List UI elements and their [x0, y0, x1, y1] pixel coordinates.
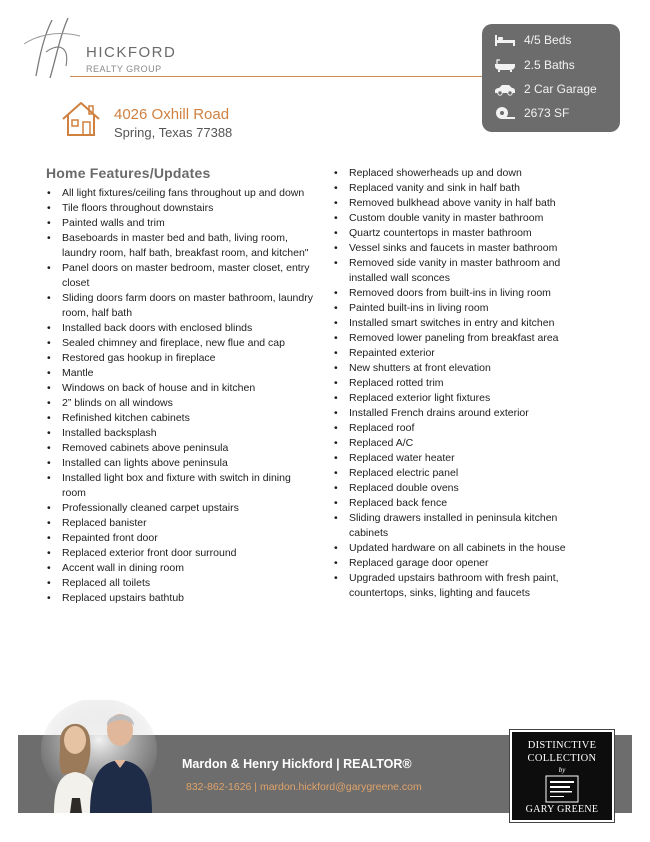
- better-homes-logo-icon: [545, 775, 579, 803]
- feature-item: • Quartz countertops in master bathroom: [333, 226, 593, 241]
- feature-item: • Painted built-ins in living room: [333, 301, 593, 316]
- feature-item: • Replaced electric panel: [333, 466, 593, 481]
- stat-baths-label: 2.5 Baths: [524, 58, 575, 72]
- feature-item: • Professionally cleaned carpet upstairs: [46, 501, 316, 516]
- feature-item: • Sliding drawers installed in peninsula kitchen cabinets: [333, 511, 593, 541]
- feature-item: • Replaced showerheads up and down: [333, 166, 593, 181]
- feature-item: • Replaced exterior light fixtures: [333, 391, 593, 406]
- feature-item: • Windows on back of house and in kitchen: [46, 381, 316, 396]
- feature-item: • Replaced rotted trim: [333, 376, 593, 391]
- bathtub-icon: [494, 58, 516, 72]
- street-address: 4026 Oxhill Road: [114, 106, 230, 123]
- feature-item: • Replaced water heater: [333, 451, 593, 466]
- stat-garage: [494, 82, 597, 96]
- feature-item: • 2” blinds on all windows: [46, 396, 316, 411]
- feature-item: • All light fixtures/ceiling fans throughout up and down: [46, 186, 316, 201]
- feature-item: • Vessel sinks and faucets in master bathroom: [333, 241, 593, 256]
- feature-item: • Sealed chimney and fireplace, new flue and cap: [46, 336, 316, 351]
- feature-item: • New shutters at front elevation: [333, 361, 593, 376]
- feature-item: • Replaced all toilets: [46, 576, 316, 591]
- feature-item: • Sliding doors farm doors on master bathroom, laundry room, half bath: [46, 291, 316, 321]
- brand-line-2: COLLECTION: [527, 753, 597, 764]
- brand-company: GARY GREENE: [525, 804, 599, 815]
- features-list-right: [333, 166, 593, 601]
- stat-baths: [494, 58, 575, 72]
- stat-garage-label: 2 Car Garage: [524, 82, 597, 96]
- city-state-zip: Spring, Texas 77388: [114, 125, 233, 140]
- bed-icon: [494, 33, 516, 47]
- feature-item: • Custom double vanity in master bathroom: [333, 211, 593, 226]
- brokerage-logo: [510, 730, 614, 822]
- company-logo: [22, 14, 202, 94]
- brand-by: by: [558, 766, 566, 774]
- stat-beds-label: 4/5 Beds: [524, 33, 572, 47]
- car-icon: [494, 82, 516, 96]
- feature-item: • Panel doors on master bedroom, master closet, entry closet: [46, 261, 316, 291]
- feature-item: • Replaced A/C: [333, 436, 593, 451]
- property-stats-panel: [482, 24, 620, 132]
- feature-item: • Painted walls and trim: [46, 216, 316, 231]
- stat-area: [494, 106, 569, 120]
- feature-item: • Removed side vanity in master bathroom and installed wall sconces: [333, 256, 593, 286]
- feature-item: • Installed French drains around exterior: [333, 406, 593, 421]
- feature-item: • Mantle: [46, 366, 316, 381]
- feature-item: • Removed cabinets above peninsula: [46, 441, 316, 456]
- header-divider: [70, 76, 482, 77]
- feature-item: • Replaced roof: [333, 421, 593, 436]
- feature-item: • Installed light box and fixture with switch in dining room: [46, 471, 316, 501]
- agent-names: Mardon & Henry Hickford | REALTOR®: [182, 757, 412, 771]
- feature-item: • Replaced exterior front door surround: [46, 546, 316, 561]
- feature-item: • Replaced back fence: [333, 496, 593, 511]
- feature-item: • Installed can lights above peninsula: [46, 456, 316, 471]
- brand-line-1: DISTINCTIVE: [527, 740, 597, 751]
- feature-item: • Repainted exterior: [333, 346, 593, 361]
- feature-item: • Replaced garage door opener: [333, 556, 593, 571]
- feature-item: • Removed doors from built-ins in living room: [333, 286, 593, 301]
- feature-item: • Upgraded upstairs bathroom with fresh paint, countertops, sinks, lighting and faucets: [333, 571, 593, 601]
- feature-item: • Installed backsplash: [46, 426, 316, 441]
- feature-item: • Replaced vanity and sink in half bath: [333, 181, 593, 196]
- agent-photo: [40, 700, 158, 813]
- feature-item: • Baseboards in master bed and bath, living room, laundry room, half bath, breakfast room, and kitchen": [46, 231, 316, 261]
- measuring-tape-icon: [494, 106, 516, 120]
- stat-area-label: 2673 SF: [524, 106, 570, 120]
- feature-item: • Updated hardware on all cabinets in the house: [333, 541, 593, 556]
- feature-item: • Restored gas hookup in fireplace: [46, 351, 316, 366]
- feature-item: • Tile floors throughout downstairs: [46, 201, 316, 216]
- stat-beds: [494, 33, 571, 47]
- house-icon: [60, 100, 102, 138]
- feature-item: • Installed smart switches in entry and kitchen: [333, 316, 593, 331]
- logo-subtitle: REALTY GROUP: [86, 64, 162, 74]
- feature-item: • Replaced double ovens: [333, 481, 593, 496]
- feature-item: • Removed lower paneling from breakfast area: [333, 331, 593, 346]
- agent-contact[interactable]: 832-862-1626 | mardon.hickford@garygreene.com: [186, 781, 422, 793]
- features-list-left: [46, 186, 316, 606]
- feature-item: • Repainted front door: [46, 531, 316, 546]
- feature-item: • Accent wall in dining room: [46, 561, 316, 576]
- logo-name: HICKFORD: [86, 44, 177, 61]
- feature-item: • Replaced banister: [46, 516, 316, 531]
- feature-item: • Removed bulkhead above vanity in half bath: [333, 196, 593, 211]
- logo-h-monogram-icon: [22, 14, 92, 94]
- feature-item: • Installed back doors with enclosed blinds: [46, 321, 316, 336]
- features-title: Home Features/Updates: [46, 165, 211, 181]
- feature-item: • Replaced upstairs bathtub: [46, 591, 316, 606]
- feature-item: • Refinished kitchen cabinets: [46, 411, 316, 426]
